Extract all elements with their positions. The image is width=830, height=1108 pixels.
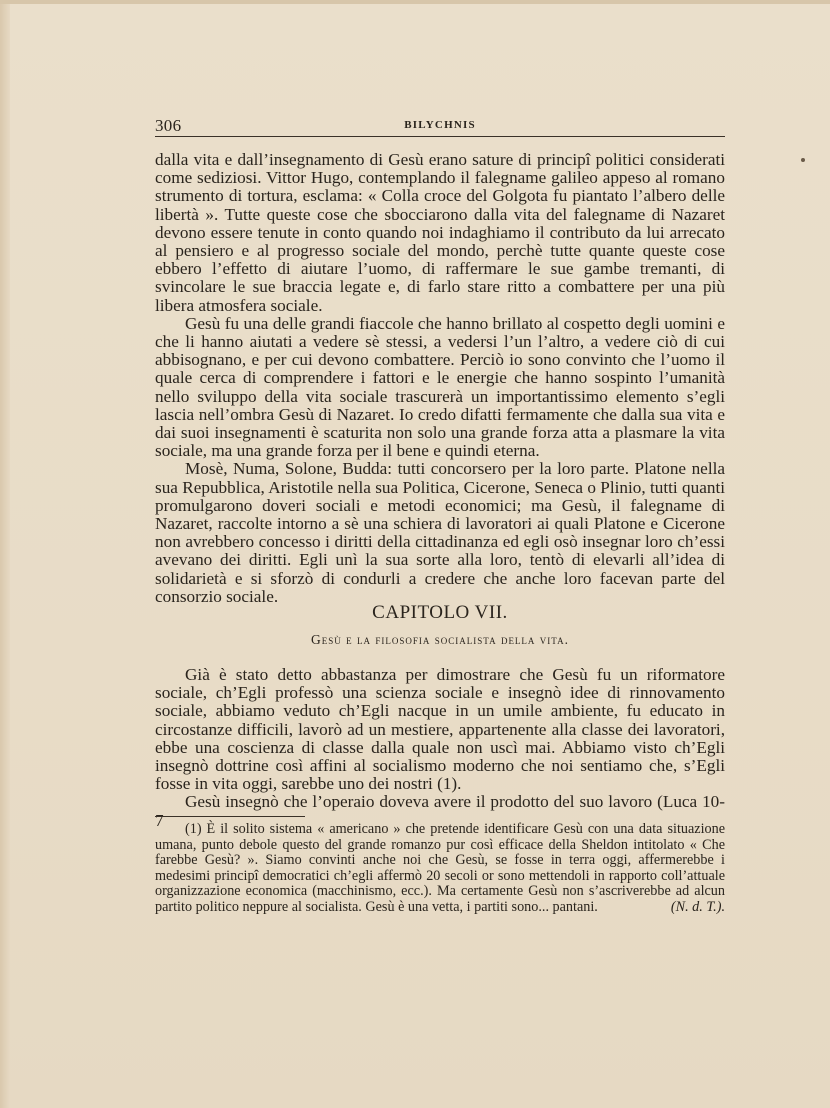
footnote-text: (1) È il solito sistema « americano » che pretende identificare Gesù con una data situazione umana, punto debole questo del grande romanzo pur così efficace della Sheldon intitolato « Che farebbe Gesù? ». Siamo convinti anche noi che Gesù, se fosse in terra oggi, affermerebbe i medesimi principî democratici ch’egli affermò 20 secoli or sono mettendoli in rapporto coll’attuale organizzazione economica (macchinismo, ecc.). Ma certamente Gesù non s’ascriverebbe ad alcun partito politico neppure al socialista. Gesù è una vetta, i partiti sono... pantani. bbox=[155, 821, 725, 915]
paper-speck bbox=[801, 158, 805, 162]
running-head: BILYCHNIS bbox=[404, 119, 476, 131]
chapter-subtitle: Gesù e la filosofia socialista della vita. bbox=[311, 632, 569, 647]
paragraph: Gesù fu una delle grandi fiaccole che hanno brillato al cospetto degli uomini e che li hanno aiutati a vedere sè stessi, a vedersi l’un l’altro, a vedere ciò di cui abbisognano, e per cui devono combattere. Perciò io sono convinto che l’uomo il quale cerca di comprendere i fattori e le energie che hanno sospinto l’umanità nello sviluppo della vita sociale trascurerà un importantissimo elemento s’egli lascia nell’ombra Gesù di Nazaret. Io credo difatti fermamente che dalla sua vita e dai suoi insegnamenti è scaturita non solo una grande forza atta a plasmare la vita sociale, ma una grande forza per il bene e quindi eterna. bbox=[155, 313, 725, 461]
page-edge-top bbox=[0, 0, 830, 4]
footnote-signature: (N. d. T.). bbox=[670, 898, 725, 915]
header-rule bbox=[155, 136, 725, 137]
chapter-title: CAPITOLO VII. bbox=[372, 602, 508, 623]
page-number: 306 bbox=[155, 116, 182, 135]
paragraph: Già è stato detto abbastanza per dimostrare che Gesù fu un riformatore sociale, ch’Egli professò una scienza sociale e insegnò idee di rinnovamento sociale, abbiamo veduto ch’Egli nacque in un umile ambiente, fu educato in circostanze difficili, lavorò ad un mestiere, appartenente alla classe dei lavoratori, ebbe una coscienza di classe dalla quale non uscì mai. Abbiamo visto ch’Egli insegnò dottrine così affini al socialismo moderno che noi sentiamo che, s’Egli fosse in vita oggi, sarebbe uno dei nostri (1). bbox=[155, 665, 725, 794]
body-text bbox=[155, 151, 725, 606]
chapter-body bbox=[155, 666, 725, 830]
page-edge-left bbox=[0, 0, 10, 1108]
paragraph: Gesù insegnò che l’operaio doveva avere il prodotto del suo lavoro (Luca 10-7 bbox=[155, 792, 725, 830]
paragraph: dalla vita e dall’insegnamento di Gesù erano sature di principî politici considerati come sediziosi. Vittor Hugo, contemplando il falegname galileo appeso al romano strumento di tortura, esclama: « Colla croce del Golgota fu piantato l’albero delle libertà ». Tutte queste cose che sbocciarono dalla vita del falegname di Nazaret devono essere tenute in conto quando noi indaghiamo il contributo da lui arrecato al pensiero e al progresso sociale del mondo, perchè tutte quante queste cose ebbero l’effetto di aiutare l’uomo, di raffermare le sue gambe tremanti, di svincolare le sue braccia legate e, di farlo stare ritto a combattere per una più libera atmosfera sociale. bbox=[155, 150, 725, 315]
page-header bbox=[155, 116, 725, 136]
paragraph: Mosè, Numa, Solone, Budda: tutti concorsero per la loro parte. Platone nella sua Repubblica, Aristotile nella sua Politica, Cicerone, Seneca o Plinio, tutti quanti promulgarono doveri sociali e metodi economici; ma Gesù, il falegname di Nazaret, raccolte intorno a sè una schiera di lavoratori ai quali Platone e Cicerone non avrebbero concesso i diritti della cittadinanza ed egli osò insegnar loro ch’essi avevano dei diritti. Egli unì la sua sorte alla loro, tentò di elevarli all’idea di solidarietà e si sforzò di condurli a credere che anche loro facevan parte del consorzio sociale. bbox=[155, 459, 725, 606]
footnote bbox=[155, 822, 725, 916]
footnote-rule bbox=[155, 816, 305, 817]
